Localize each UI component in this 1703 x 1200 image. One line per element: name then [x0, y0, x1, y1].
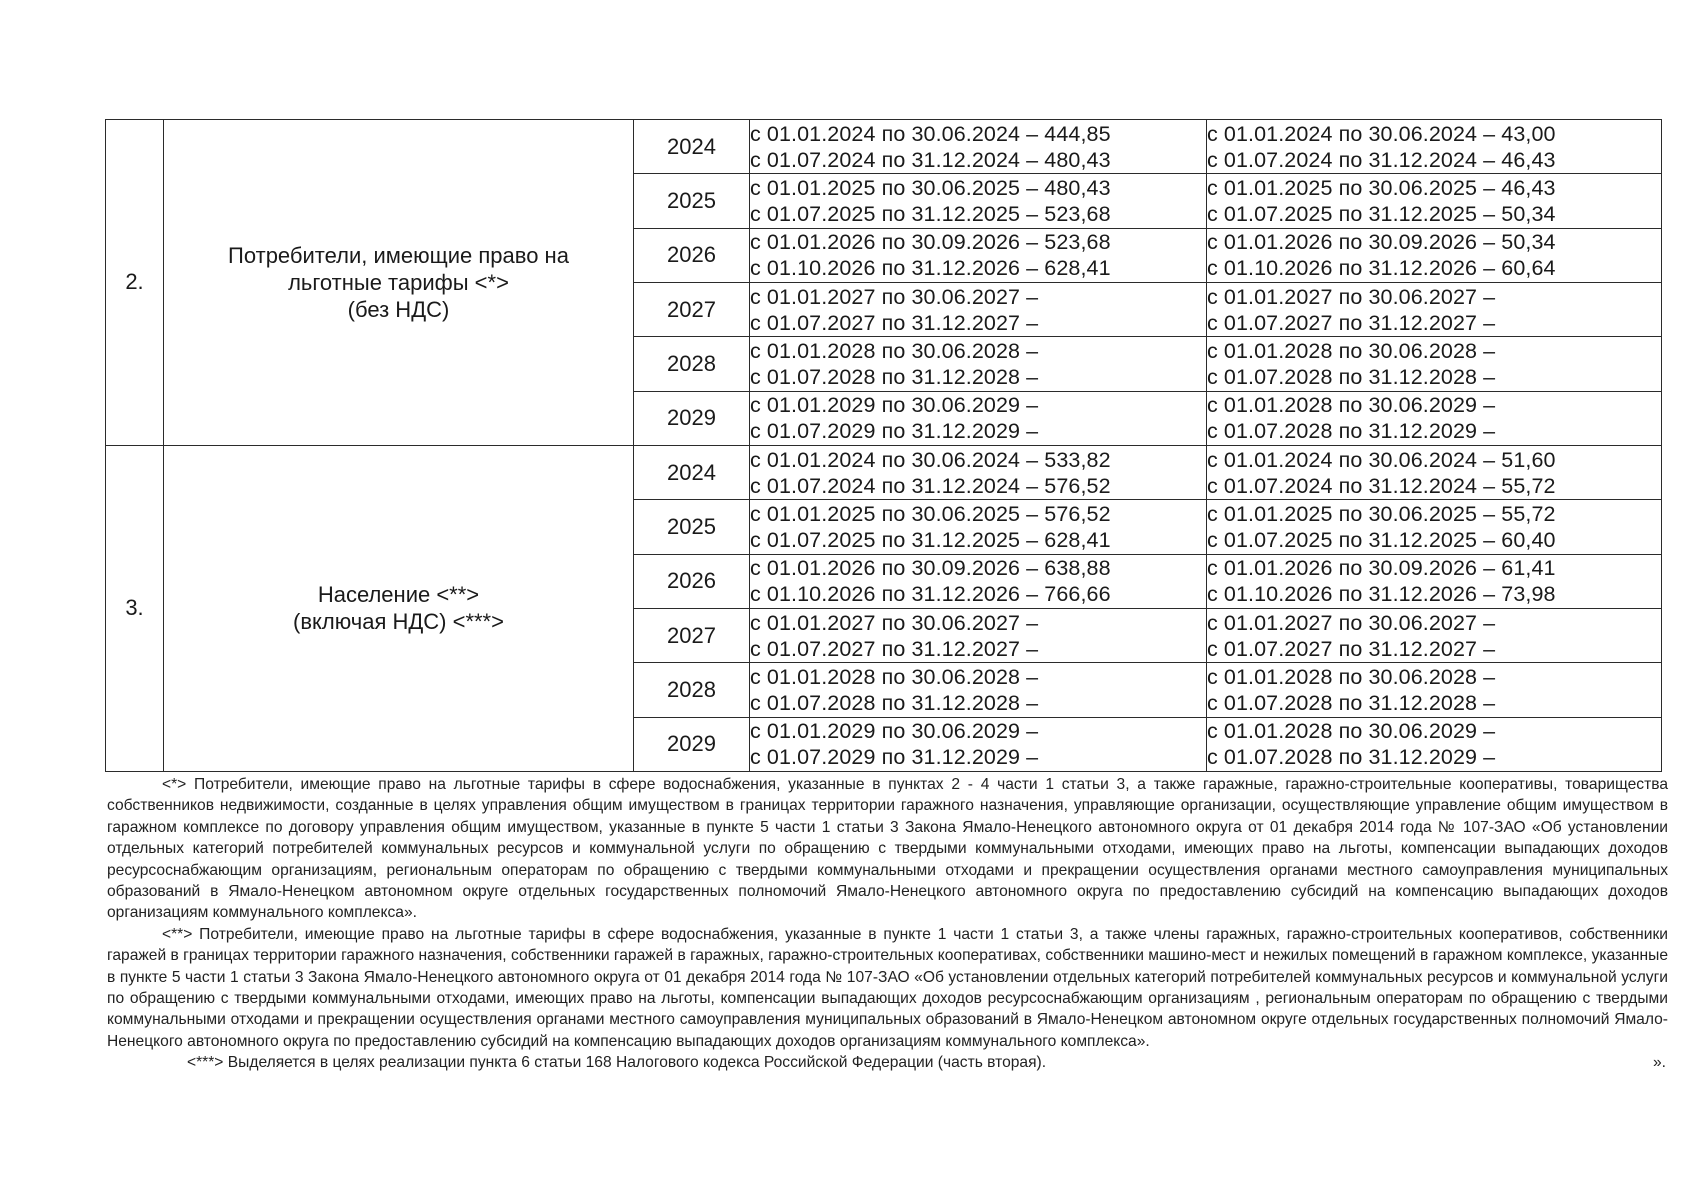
tariff-cell-2 [1207, 174, 1662, 228]
tariff-period-line: с 01.07.2024 по 31.12.2024 – 55,72 [1207, 473, 1556, 498]
tariff-period-line: с 01.07.2025 по 31.12.2025 – 50,34 [1207, 201, 1556, 226]
tariff-cell-1 [750, 282, 1207, 336]
tariff-cell-2 [1207, 608, 1662, 662]
tariff-period-line: с 01.01.2026 по 30.09.2026 – 61,41 [1207, 556, 1556, 581]
tariff-cell-1 [750, 391, 1207, 445]
year-cell: 2024 [634, 445, 750, 499]
tariff-cell-2 [1207, 663, 1662, 717]
year-cell: 2028 [634, 337, 750, 391]
tariff-period-line: с 01.01.2025 по 30.06.2025 – 576,52 [750, 501, 1111, 526]
year-cell: 2026 [634, 228, 750, 282]
tariff-period-line: с 01.07.2028 по 31.12.2028 – [1207, 690, 1496, 715]
tariff-cell-2 [1207, 391, 1662, 445]
table-row [106, 445, 1662, 499]
year-cell: 2027 [634, 282, 750, 336]
tariff-period-line: с 01.07.2027 по 31.12.2027 – [1207, 636, 1496, 661]
category-line: льготные тарифы <*> [288, 269, 509, 295]
consumer-category [164, 120, 634, 446]
tariff-cell-1 [750, 174, 1207, 228]
tariff-table-body [106, 120, 1662, 772]
tariff-cell-1 [750, 228, 1207, 282]
tariff-period-line: с 01.01.2028 по 30.06.2028 – [750, 338, 1039, 363]
tariff-period-line: с 01.07.2028 по 31.12.2028 – [1207, 364, 1496, 389]
footnote-3 [107, 1052, 1668, 1073]
year-cell: 2024 [634, 120, 750, 174]
footnote-2: <**> Потребители, имеющие право на льготные тарифы в сфере водоснабжения, указанные в пункте 1 части 1 статьи 3, а также члены гаражных, гаражно-строительных кооперативов, собственники гаражей в границах территории гаражного назначения, собственники гаражей в гаражных, гаражно-строительных кооперативах, собственники машино-мест и нежилых помещений в гаражном комплексе, указанные в пункте 5 части 1 статьи 3 Закона Ямало-Ненецкого автономного округа от 01 декабря 2014 года № 107-ЗАО «Об установлении отдельных категорий потребителей коммунальных ресурсов и коммунальной услуги по обращению с твердыми коммунальными отходами, имеющих право на льготы, компенсации выпадающих доходов ресурсоснабжающим организациям , региональным операторам по обращению с твердыми коммунальными отходами и прекращении осуществления органами местного самоуправления муниципальных образований в Ямало-Ненецком автономном округе отдельных государственных полномочий Ямало-Ненецкого автономного округа по предоставлению субсидий на компенсацию выпадающих доходов организациям коммунального комплекса». [107, 925, 1668, 1050]
row-number: 3. [106, 445, 164, 771]
tariff-period-line: с 01.01.2027 по 30.06.2027 – [750, 610, 1039, 635]
tariff-cell-1 [750, 717, 1207, 771]
category-line: Потребители, имеющие право на [228, 242, 569, 268]
footnotes [107, 774, 1668, 1074]
tariff-period-line: с 01.07.2024 по 31.12.2024 – 576,52 [750, 473, 1111, 498]
category-line: (без НДС) [347, 296, 450, 322]
tariff-period-line: с 01.07.2028 по 31.12.2028 – [750, 690, 1039, 715]
tariff-period-line: с 01.01.2028 по 30.06.2028 – [1207, 664, 1496, 689]
tariff-period-line: с 01.01.2029 по 30.06.2029 – [750, 393, 1039, 418]
tariff-cell-1 [750, 554, 1207, 608]
table-row [106, 120, 1662, 174]
tariff-cell-2 [1207, 554, 1662, 608]
tariff-period-line: с 01.10.2026 по 31.12.2026 – 73,98 [1207, 582, 1556, 607]
tariff-period-line: с 01.01.2024 по 30.06.2024 – 533,82 [750, 447, 1111, 472]
closing-quote: ». [1652, 1054, 1666, 1072]
tariff-period-line: с 01.01.2028 по 30.06.2029 – [1207, 719, 1496, 744]
tariff-period-line: с 01.07.2025 по 31.12.2025 – 628,41 [750, 527, 1111, 552]
tariff-period-line: с 01.07.2024 по 31.12.2024 – 46,43 [1207, 147, 1556, 172]
category-line: Население <**> [317, 582, 480, 608]
year-cell: 2029 [634, 717, 750, 771]
tariff-period-line: с 01.01.2028 по 30.06.2028 – [1207, 338, 1496, 363]
tariff-period-line: с 01.07.2027 по 31.12.2027 – [750, 310, 1039, 335]
tariff-period-line: с 01.07.2029 по 31.12.2029 – [750, 745, 1039, 770]
tariff-cell-2 [1207, 228, 1662, 282]
tariff-period-line: с 01.01.2025 по 30.06.2025 – 480,43 [750, 175, 1111, 200]
footnote-1: <*> Потребители, имеющие право на льготные тарифы в сфере водоснабжения, указанные в пунктах 2 - 4 части 1 статьи 3, а также гаражные, гаражно-строительные кооперативы, товарищества собственников недвижимости, созданные в целях управления общим имуществом в границах территории гаражного назначения, управляющие организации, осуществляющие управление общим имуществом в гаражном комплексе по договору управления общим имуществом, указанные в пункте 5 части 1 статьи 3 Закона Ямало-Ненецкого автономного округа от 01 декабря 2014 года № 107-ЗАО «Об установлении отдельных категорий потребителей коммунальных ресурсов и коммунальной услуги по обращению с твердыми коммунальными отходами, имеющих право на льготы, компенсации выпадающих доходов ресурсоснабжающим организациям, региональным операторам по обращению с твердыми коммунальными отходами и прекращении осуществления органами местного самоуправления муниципальных образований в Ямало-Ненецком автономном округе отдельных государственных полномочий Ямало-Ненецкого автономного округа по предоставлению субсидий на компенсацию выпадающих доходов организациям коммунального комплекса». [107, 776, 1668, 922]
tariff-period-line: с 01.01.2027 по 30.06.2027 – [1207, 284, 1496, 309]
tariff-period-line: с 01.01.2026 по 30.09.2026 – 638,88 [750, 556, 1111, 581]
tariff-period-line: с 01.07.2027 по 31.12.2027 – [750, 636, 1039, 661]
tariff-period-line: с 01.01.2024 по 30.06.2024 – 43,00 [1207, 121, 1556, 146]
tariff-cell-1 [750, 445, 1207, 499]
tariff-period-line: с 01.01.2028 по 30.06.2028 – [750, 664, 1039, 689]
tariff-cell-2 [1207, 120, 1662, 174]
tariff-period-line: с 01.07.2024 по 31.12.2024 – 480,43 [750, 147, 1111, 172]
tariff-cell-1 [750, 663, 1207, 717]
year-cell: 2029 [634, 391, 750, 445]
tariff-period-line: с 01.01.2025 по 30.06.2025 – 46,43 [1207, 175, 1556, 200]
tariff-period-line: с 01.07.2029 по 31.12.2029 – [750, 419, 1039, 444]
tariff-period-line: с 01.07.2027 по 31.12.2027 – [1207, 310, 1496, 335]
row-number: 2. [106, 120, 164, 446]
tariff-period-line: с 01.10.2026 по 31.12.2026 – 628,41 [750, 256, 1111, 281]
tariff-period-line: с 01.10.2026 по 31.12.2026 – 60,64 [1207, 256, 1556, 281]
tariff-table [105, 119, 1662, 772]
tariff-period-line: с 01.07.2028 по 31.12.2028 – [750, 364, 1039, 389]
year-cell: 2028 [634, 663, 750, 717]
tariff-period-line: с 01.07.2025 по 31.12.2025 – 60,40 [1207, 527, 1556, 552]
consumer-category [164, 445, 634, 771]
footnote-3-text: <***> Выделяется в целях реализации пункта 6 статьи 168 Налогового кодекса Российской Федерации (часть вторая). [187, 1054, 1047, 1072]
tariff-period-line: с 01.01.2025 по 30.06.2025 – 55,72 [1207, 501, 1556, 526]
year-cell: 2025 [634, 500, 750, 554]
tariff-cell-2 [1207, 445, 1662, 499]
tariff-period-line: с 01.01.2026 по 30.09.2026 – 523,68 [750, 230, 1111, 255]
tariff-cell-1 [750, 120, 1207, 174]
tariff-period-line: с 01.01.2024 по 30.06.2024 – 444,85 [750, 121, 1111, 146]
category-line: (включая НДС) <***> [293, 609, 504, 635]
year-cell: 2026 [634, 554, 750, 608]
tariff-cell-1 [750, 337, 1207, 391]
tariff-cell-2 [1207, 282, 1662, 336]
tariff-period-line: с 01.01.2028 по 30.06.2029 – [1207, 393, 1496, 418]
year-cell: 2025 [634, 174, 750, 228]
tariff-period-line: с 01.01.2027 по 30.06.2027 – [750, 284, 1039, 309]
tariff-period-line: с 01.01.2026 по 30.09.2026 – 50,34 [1207, 230, 1556, 255]
tariff-cell-2 [1207, 717, 1662, 771]
tariff-period-line: с 01.10.2026 по 31.12.2026 – 766,66 [750, 582, 1111, 607]
tariff-period-line: с 01.07.2028 по 31.12.2029 – [1207, 419, 1496, 444]
tariff-period-line: с 01.01.2024 по 30.06.2024 – 51,60 [1207, 447, 1556, 472]
tariff-period-line: с 01.07.2025 по 31.12.2025 – 523,68 [750, 201, 1111, 226]
tariff-cell-2 [1207, 337, 1662, 391]
tariff-cell-2 [1207, 500, 1662, 554]
year-cell: 2027 [634, 608, 750, 662]
tariff-cell-1 [750, 608, 1207, 662]
tariff-cell-1 [750, 500, 1207, 554]
tariff-period-line: с 01.01.2027 по 30.06.2027 – [1207, 610, 1496, 635]
tariff-period-line: с 01.07.2028 по 31.12.2029 – [1207, 745, 1496, 770]
tariff-period-line: с 01.01.2029 по 30.06.2029 – [750, 719, 1039, 744]
